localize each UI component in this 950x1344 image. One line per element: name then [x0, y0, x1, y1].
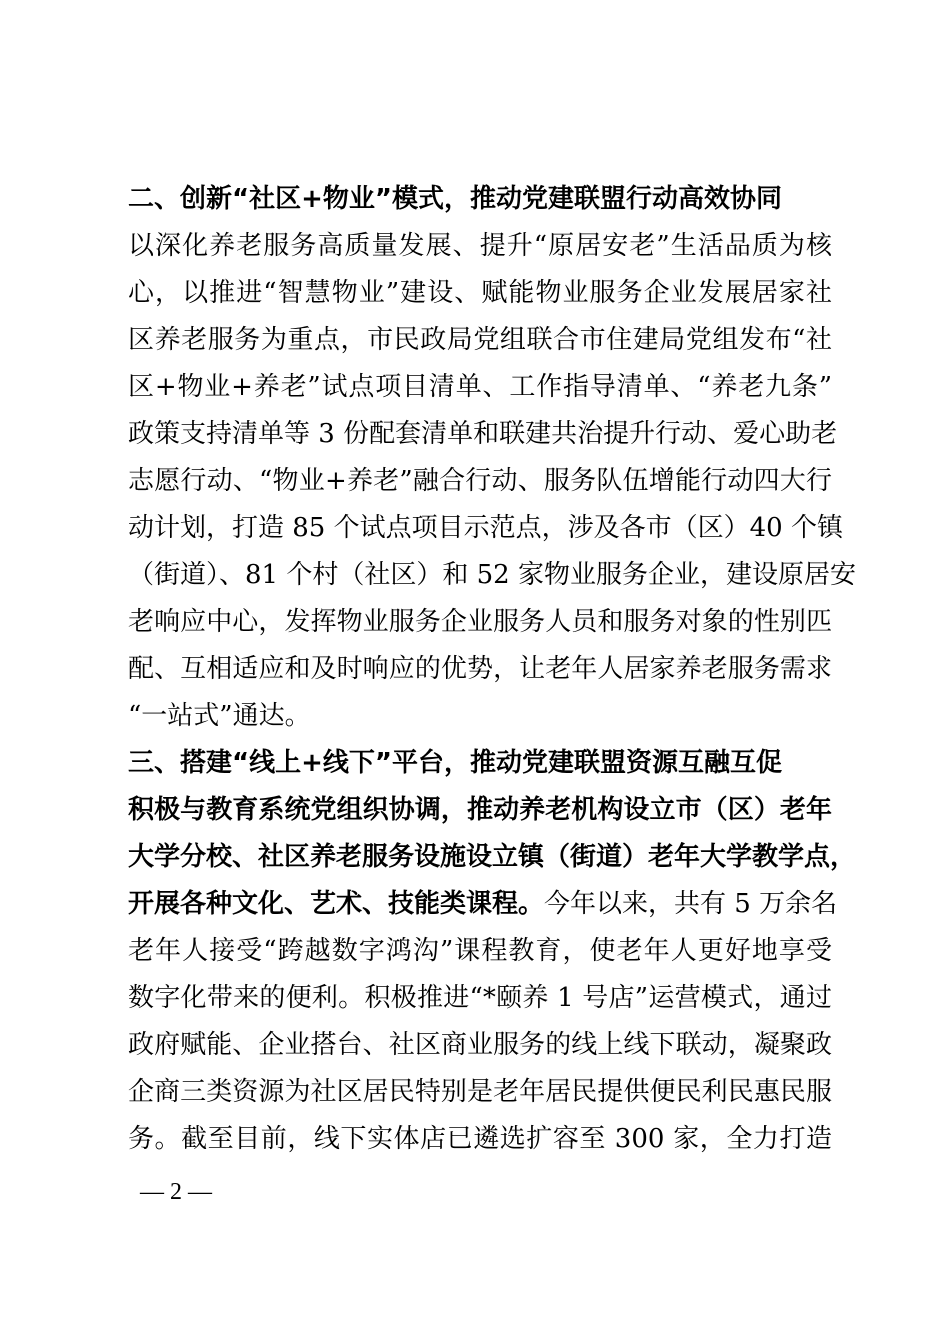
bold-segment: 开展各种文化、艺术、技能类课程。: [128, 889, 545, 919]
regular-segment: 今年以来，共有 5 万余名: [544, 889, 838, 919]
paragraph-line-bold: 大学分校、社区养老服务设施设立镇（街道）老年大学教学点，: [128, 842, 857, 872]
paragraph-line: （街道）、81 个村（社区）和 52 家物业服务企业，建设原居安: [128, 560, 856, 590]
paragraph-line: 数字化带来的便利。积极推进“*颐养 1 号店”运营模式，通过: [128, 983, 832, 1013]
paragraph-line: 志愿行动、“物业+养老”融合行动、服务队伍增能行动四大行: [128, 466, 832, 496]
paragraph-line: 老响应中心，发挥物业服务企业服务人员和服务对象的性别匹: [128, 607, 832, 637]
paragraph-line-mixed: [128, 888, 838, 920]
paragraph-line-bold: 积极与教育系统党组织协调，推动养老机构设立市（区）老年: [128, 795, 832, 825]
page-number: — 2 —: [140, 1179, 212, 1205]
section-2-heading: 二、创新“社区+物业”模式，推动党建联盟行动高效协同: [128, 184, 782, 214]
paragraph-line: “一站式”通达。: [128, 701, 311, 731]
paragraph-line: 老年人接受“跨越数字鸿沟”课程教育，使老年人更好地享受: [128, 936, 832, 966]
paragraph-line: 区养老服务为重点，市民政局党组联合市住建局党组发布“社: [128, 325, 832, 355]
paragraph-line: 企商三类资源为社区居民特别是老年居民提供便民利民惠民服: [128, 1077, 832, 1107]
paragraph-line: 动计划，打造 85 个试点项目示范点，涉及各市（区）40 个镇: [128, 513, 843, 543]
paragraph-line: 心，以推进“智慧物业”建设、赋能物业服务企业发展居家社: [128, 278, 832, 308]
paragraph-line: 区+物业+养老”试点项目清单、工作指导清单、“养老九条”: [128, 372, 832, 402]
paragraph-line: 以深化养老服务高质量发展、提升“原居安老”生活品质为核: [128, 231, 832, 261]
paragraph-line: 政府赋能、企业搭台、社区商业服务的线上线下联动，凝聚政: [128, 1030, 832, 1060]
paragraph-line: 配、互相适应和及时响应的优势，让老年人居家养老服务需求: [128, 654, 832, 684]
paragraph-line: 务。截至目前，线下实体店已遴选扩容至 300 家，全力打造: [128, 1124, 832, 1154]
section-3-heading: 三、搭建“线上+线下”平台，推动党建联盟资源互融互促: [128, 748, 782, 778]
paragraph-line: 政策支持清单等 3 份配套清单和联建共治提升行动、爱心助老: [128, 419, 838, 449]
